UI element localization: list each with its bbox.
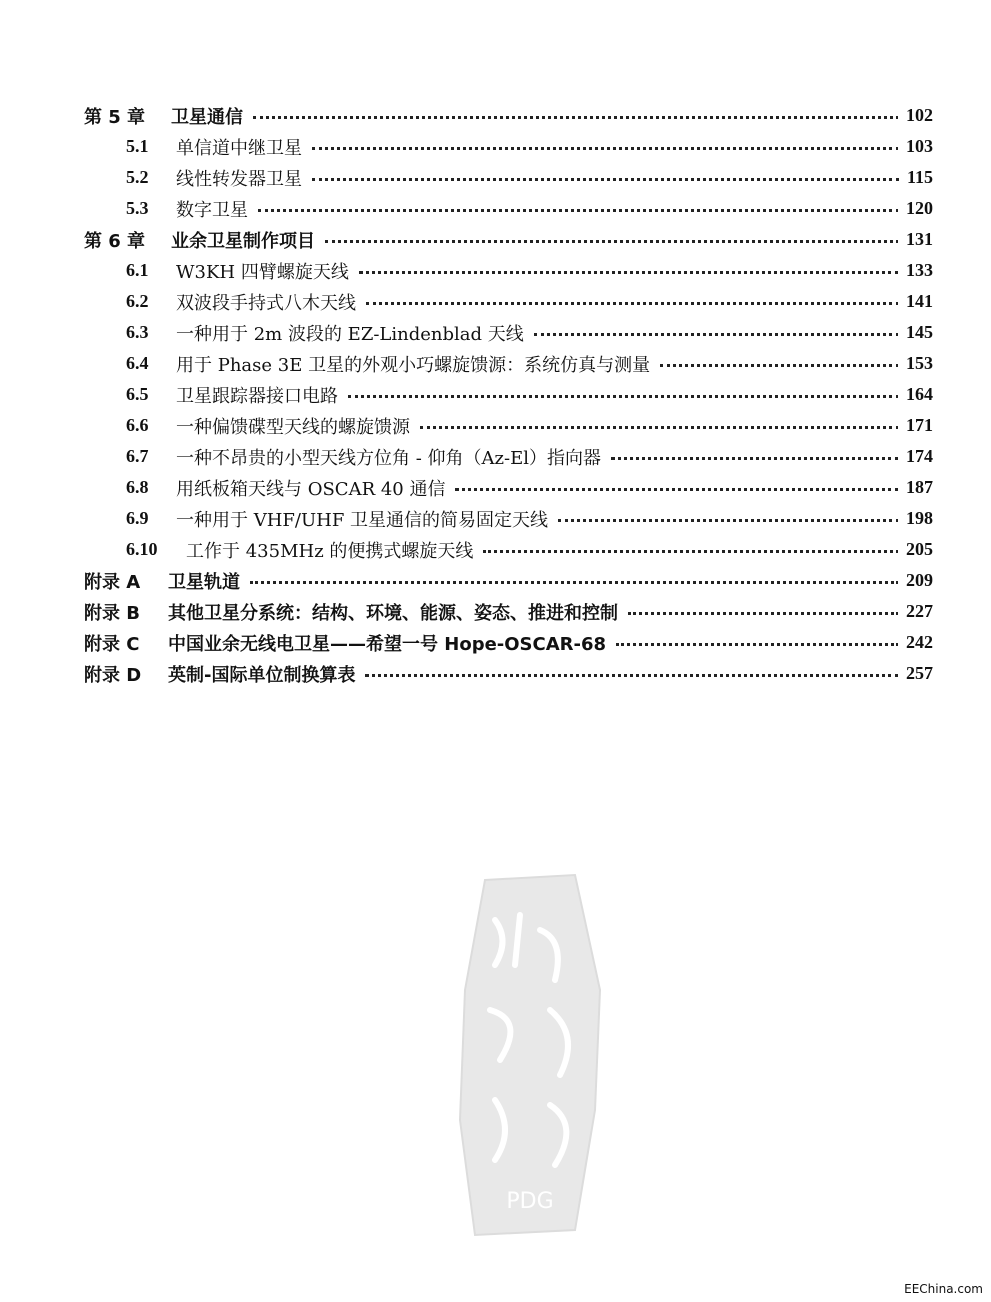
toc-title: 线性转发器卫星	[176, 165, 312, 191]
toc-page: 171	[898, 415, 933, 436]
toc-number: 6.6	[126, 415, 149, 435]
dot-leader	[253, 116, 899, 119]
seal-label: PDG	[506, 1189, 554, 1214]
toc-page: 131	[898, 229, 933, 250]
dot-leader	[258, 209, 899, 212]
dot-leader	[534, 333, 899, 336]
toc-number: 5.3	[126, 198, 149, 218]
toc-page: 205	[898, 539, 933, 560]
footer-site[interactable]: EEChina.com	[904, 1282, 983, 1296]
toc-title: 卫星轨道	[168, 568, 250, 594]
dot-leader	[365, 674, 899, 677]
dot-leader	[312, 147, 899, 150]
toc-number: 6.9	[126, 508, 149, 528]
watermark-seal	[455, 870, 605, 1240]
toc-page: 227	[898, 601, 933, 622]
toc-row[interactable]	[0, 162, 991, 193]
toc-title: 一种用于 VHF/UHF 卫星通信的简易固定天线	[176, 506, 558, 532]
dot-leader	[660, 364, 899, 367]
toc-page: 242	[898, 632, 933, 653]
toc-page: 153	[898, 353, 933, 374]
toc-number: 第 5 章	[84, 106, 146, 128]
dot-leader	[359, 271, 899, 274]
toc-number: 5.2	[126, 167, 149, 187]
toc-title: 其他卫星分系统：结构、环境、能源、姿态、推进和控制	[168, 599, 628, 625]
toc-page: 133	[898, 260, 933, 281]
toc-number: 6.1	[126, 260, 149, 280]
toc-number: 6.7	[126, 446, 149, 466]
toc-title: 中国业余无线电卫星——希望一号 Hope-OSCAR-68	[168, 630, 616, 656]
dot-leader	[558, 519, 899, 522]
toc-row[interactable]	[0, 131, 991, 162]
toc-title: W3KH 四臂螺旋天线	[176, 258, 359, 284]
dot-leader	[250, 581, 899, 584]
toc-page: 103	[898, 136, 933, 157]
dot-leader	[483, 550, 899, 553]
toc-page: 257	[898, 663, 933, 684]
toc-page: 102	[898, 105, 933, 126]
toc-number: 第 6 章	[84, 230, 146, 252]
toc-page: 120	[898, 198, 933, 219]
toc-page: 145	[898, 322, 933, 343]
toc-title: 数字卫星	[176, 196, 258, 222]
toc-title: 单信道中继卫星	[176, 134, 312, 160]
toc-title: 用纸板箱天线与 OSCAR 40 通信	[176, 475, 455, 501]
toc-number: 6.5	[126, 384, 149, 404]
toc-title: 卫星通信	[171, 103, 253, 129]
toc-row[interactable]	[0, 596, 991, 627]
toc-number: 6.3	[126, 322, 149, 342]
toc-page: 115	[899, 167, 933, 188]
toc-title: 一种用于 2m 波段的 EZ-Lindenblad 天线	[176, 320, 534, 346]
toc-row[interactable]	[0, 410, 991, 441]
toc-row[interactable]	[0, 534, 991, 565]
toc-number: 6.4	[126, 353, 149, 373]
toc-number: 5.1	[126, 136, 149, 156]
toc-number: 6.10	[126, 539, 158, 559]
dot-leader	[628, 612, 899, 615]
toc-row[interactable]	[0, 348, 991, 379]
toc-row[interactable]	[0, 565, 991, 596]
toc-row[interactable]	[0, 441, 991, 472]
toc-title: 工作于 435MHz 的便携式螺旋天线	[186, 537, 483, 563]
toc-row[interactable]	[0, 255, 991, 286]
toc-number: 附录 B	[84, 602, 140, 624]
toc-row[interactable]	[0, 224, 991, 255]
toc-page: 141	[898, 291, 933, 312]
toc-title: 一种不昂贵的小型天线方位角 - 仰角（Az-El）指向器	[176, 444, 611, 470]
dot-leader	[348, 395, 899, 398]
toc-number: 附录 A	[84, 571, 141, 593]
toc-page: 187	[898, 477, 933, 498]
toc-page: 198	[898, 508, 933, 529]
toc-title: 英制-国际单位制换算表	[168, 661, 365, 687]
toc-row[interactable]	[0, 627, 991, 658]
toc-title: 一种偏馈碟型天线的螺旋馈源	[176, 413, 420, 439]
toc-row[interactable]	[0, 658, 991, 689]
toc-number: 6.2	[126, 291, 149, 311]
toc-number: 附录 C	[84, 633, 140, 655]
toc-row[interactable]	[0, 472, 991, 503]
toc-number: 6.8	[126, 477, 149, 497]
toc-row[interactable]	[0, 379, 991, 410]
dot-leader	[420, 426, 899, 429]
toc-row[interactable]	[0, 193, 991, 224]
toc-page: 209	[898, 570, 933, 591]
toc-title: 卫星跟踪器接口电路	[176, 382, 348, 408]
toc-row[interactable]	[0, 100, 991, 131]
dot-leader	[312, 178, 899, 181]
toc-title: 用于 Phase 3E 卫星的外观小巧螺旋馈源：系统仿真与测量	[176, 351, 660, 377]
toc-row[interactable]	[0, 317, 991, 348]
toc-page: 164	[898, 384, 933, 405]
dot-leader	[366, 302, 899, 305]
dot-leader	[455, 488, 899, 491]
toc-row[interactable]	[0, 503, 991, 534]
toc-number: 附录 D	[84, 664, 142, 686]
toc-row[interactable]	[0, 286, 991, 317]
toc-title: 业余卫星制作项目	[171, 227, 325, 253]
toc-title: 双波段手持式八木天线	[176, 289, 366, 315]
toc-page: 174	[898, 446, 933, 467]
dot-leader	[325, 240, 899, 243]
dot-leader	[611, 457, 899, 460]
seal-shape	[455, 870, 605, 1240]
table-of-contents	[0, 100, 991, 689]
dot-leader	[616, 643, 899, 646]
